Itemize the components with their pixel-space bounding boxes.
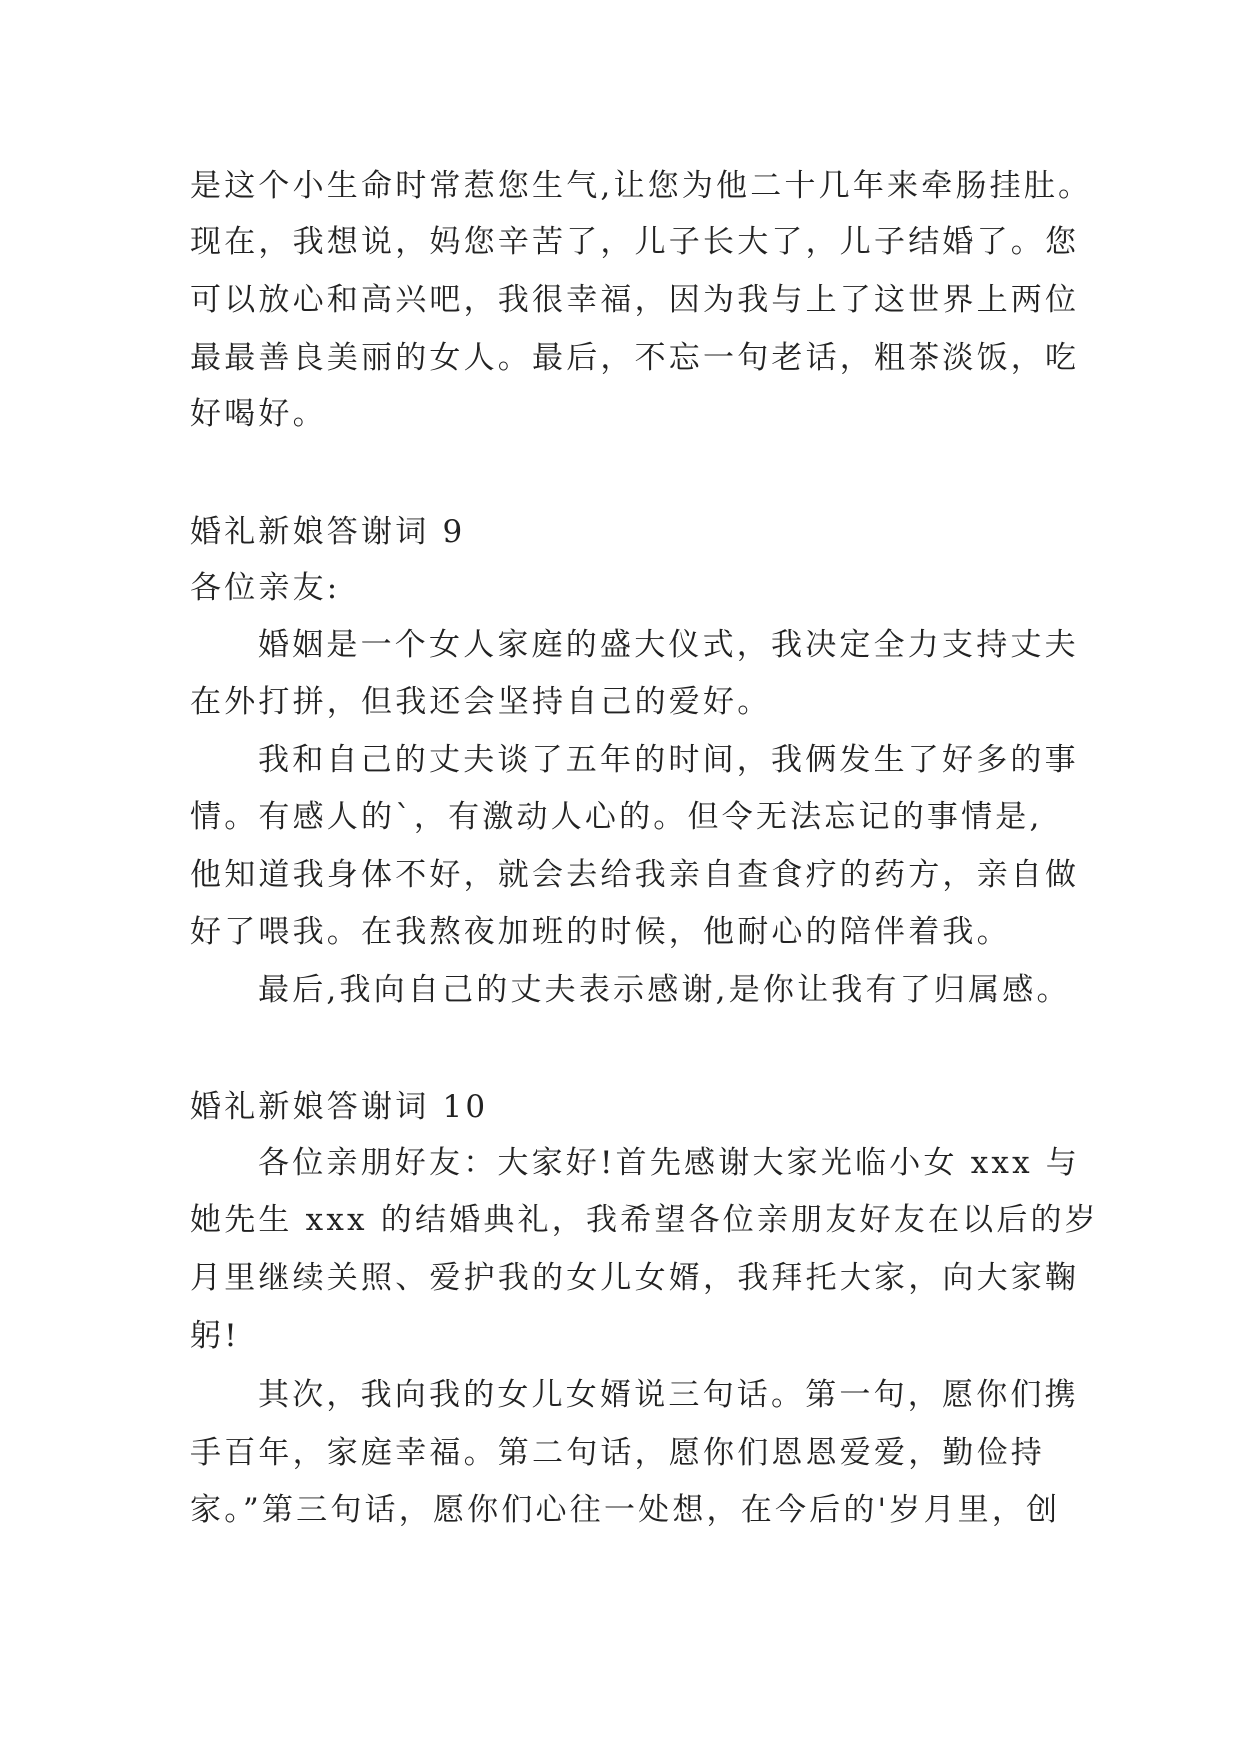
text-line: 其次，我向我的女儿女婿说三句话。第一句，愿你们携 — [258, 1377, 1079, 1413]
text-line: 躬! — [190, 1318, 240, 1354]
text-line: 各位亲朋好友：大家好!首先感谢大家光临小女 xxx 与 — [258, 1145, 1081, 1181]
text-line: 手百年，家庭幸福。第二句话，愿你们恩恩爱爱，勤俭持 — [190, 1435, 1045, 1471]
text-line: 婚姻是一个女人家庭的盛大仪式，我决定全力支持丈夫 — [258, 627, 1079, 663]
text-line: 最最善良美丽的女人。最后，不忘一句老话，粗茶淡饭，吃 — [190, 340, 1080, 376]
text-line: 好了喂我。在我熬夜加班的时候，他耐心的陪伴着我。 — [190, 914, 1011, 950]
text-line: 最后,我向自己的丈夫表示感谢,是你让我有了归属感。 — [258, 972, 1071, 1008]
text-line: 她先生 xxx 的结婚典礼，我希望各位亲朋友好友在以后的岁 — [190, 1202, 1099, 1238]
text-line: 家。”第三句话，愿你们心往一处想，在今后的'岁月里，创 — [190, 1492, 1061, 1528]
text-line: 情。有感人的`，有激动人心的。但令无法忘记的事情是, — [190, 799, 1043, 835]
text-line: 他知道我身体不好，就会去给我亲自查食疗的药方，亲自做 — [190, 857, 1080, 893]
salutation: 各位亲友: — [190, 570, 341, 606]
text-line: 在外打拼，但我还会坚持自己的爱好。 — [190, 684, 772, 720]
text-line: 月里继续关照、爱护我的女儿女婿，我拜托大家，向大家鞠 — [190, 1260, 1080, 1296]
text-line: 好喝好。 — [190, 396, 327, 432]
text-line: 现在，我想说，妈您辛苦了，儿子长大了，儿子结婚了。您 — [190, 224, 1080, 260]
section-heading: 婚礼新娘答谢词 9 — [190, 514, 466, 550]
text-line: 可以放心和高兴吧，我很幸福，因为我与上了这世界上两位 — [190, 282, 1080, 318]
section-heading: 婚礼新娘答谢词 10 — [190, 1089, 489, 1125]
text-line: 是这个小生命时常惹您生气,让您为他二十几年来牵肠挂肚。 — [190, 168, 1093, 204]
text-line: 我和自己的丈夫谈了五年的时间，我俩发生了好多的事 — [258, 742, 1079, 778]
